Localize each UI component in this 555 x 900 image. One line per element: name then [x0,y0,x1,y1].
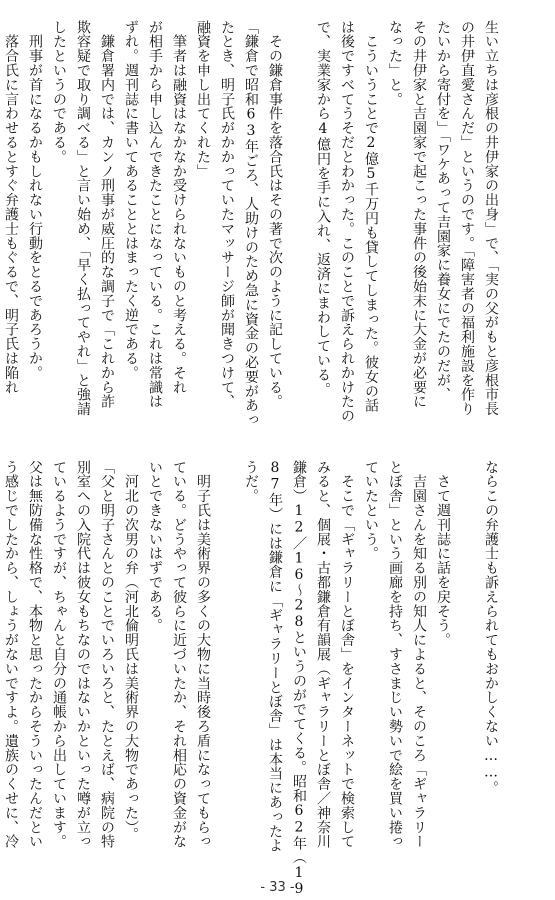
text-column: 「父と明子さんとのことでいろいろと、たとえば、病院の特 [99,460,115,849]
text-column: 刑事が首になるかもしれない行動をとるであろうか。 [27,20,43,380]
text-column: 明子氏は美術界の多くの大物に当時後ろ盾になってもらっ [195,460,211,849]
text-column [287,20,311,428]
text-column: その鎌倉事件を落合氏はその著で次のように記している。 [267,20,283,409]
page-number: - 33 - [260,880,295,895]
text-column: で、実業家から4億円を手に入れ、返済にまわしている。 [315,20,331,397]
text-column: たいから寄付を」「ワケあって吉園家に養女にでたのだが、 [435,20,451,402]
text-column: の井伊直愛さんだ」というのです。「障害者の福利施設を作り [459,20,475,417]
text-column: 別室への入院代は彼女もちなのではないかといった噂が立っ [75,460,91,849]
text-column: したというのである。 [51,20,67,164]
text-column: 生い立ちは彦根の井伊家の出身」で、「実の父がもと彦根市長 [483,20,499,417]
top-text-block [3,20,503,428]
text-column [215,460,239,852]
text-column: さて週刊誌に話を戻そう。 [435,460,451,648]
text-column: その井伊家と吉園家で起こった事件の後始末に大金が必要に [411,20,427,409]
text-column: 落合氏に言わせるとすぐ弁護士もぐるで、明子氏は陥れ [3,20,19,395]
text-column: は後ですべてうそだとわかった。このことで訴えられかけたの [339,20,355,424]
text-column: ならこの弁護士も訴えられてもおかしくない……。 [483,460,499,796]
text-column: ていたという。 [363,460,379,561]
text-column: なった」と。 [387,20,403,107]
text-column: 87年）には鎌倉に「ギャラリーとぼ舎」は本当にあったよ [267,460,283,853]
text-column: うだ。 [243,460,259,504]
text-column: みると、個展・古都鎌倉有韻展（ギャラリーとぼ舎／神奈川 [315,460,331,849]
text-column: 筆者は融資はなかなか受けられないものと考える。それ [171,20,187,395]
text-column: が相手から申し込んできたことになっている。これは常識は [147,20,163,409]
text-column: ているようですが、ちゃんと自分の通帳から出しています。 [51,460,67,849]
text-column: う感じでしたから、しょうがないですよ。遺族のくせに、冷 [3,460,19,849]
text-column: 鎌倉署内では、カンノ刑事が威圧的な調子で「これから詐 [99,20,115,409]
text-column: 鎌倉）12／16～28というのがでてくる。昭和62年（19 [291,460,307,898]
text-column: 欺容疑で取り調べる」と言い始め、「早く払ってやれ」と強請 [75,20,91,417]
text-column: 吉園さんを知る別の知人によると、そのころ「ギャラリー [411,460,427,849]
text-column: とぼ舎」という画廊を持ち、すさまじい勢いで絵を買い捲っ [387,460,403,849]
text-column: 「鎌倉で昭和63年ごろ、人助けのため急に資金の必要があっ [243,20,259,428]
text-column [455,460,479,852]
text-column: 融資を申し出てくれた」 [195,20,211,179]
text-column: こういうことで2億5千万円も貸してしまった。彼女の話 [363,20,379,413]
text-column: ずれ。週刊誌に書いてあることとはまったく逆である。 [123,20,139,380]
text-column: 河北の次男の弁（河北倫明氏は美術界の大物であった）。 [123,460,139,842]
text-column: 父は無防備な性格で、本物と思ったからそういったんだとい [27,460,43,849]
text-column: いとできないはずである。 [147,460,163,633]
text-column: たとき、明子氏がかかっていたマッサージ師が聞きつけて、 [219,20,235,409]
text-column: ている。どうやって彼らに近づいたか、それ相応の資金がな [171,460,187,849]
text-column: そこで「ギャラリーとぼ舎」をインターネットで検索して [339,460,355,849]
